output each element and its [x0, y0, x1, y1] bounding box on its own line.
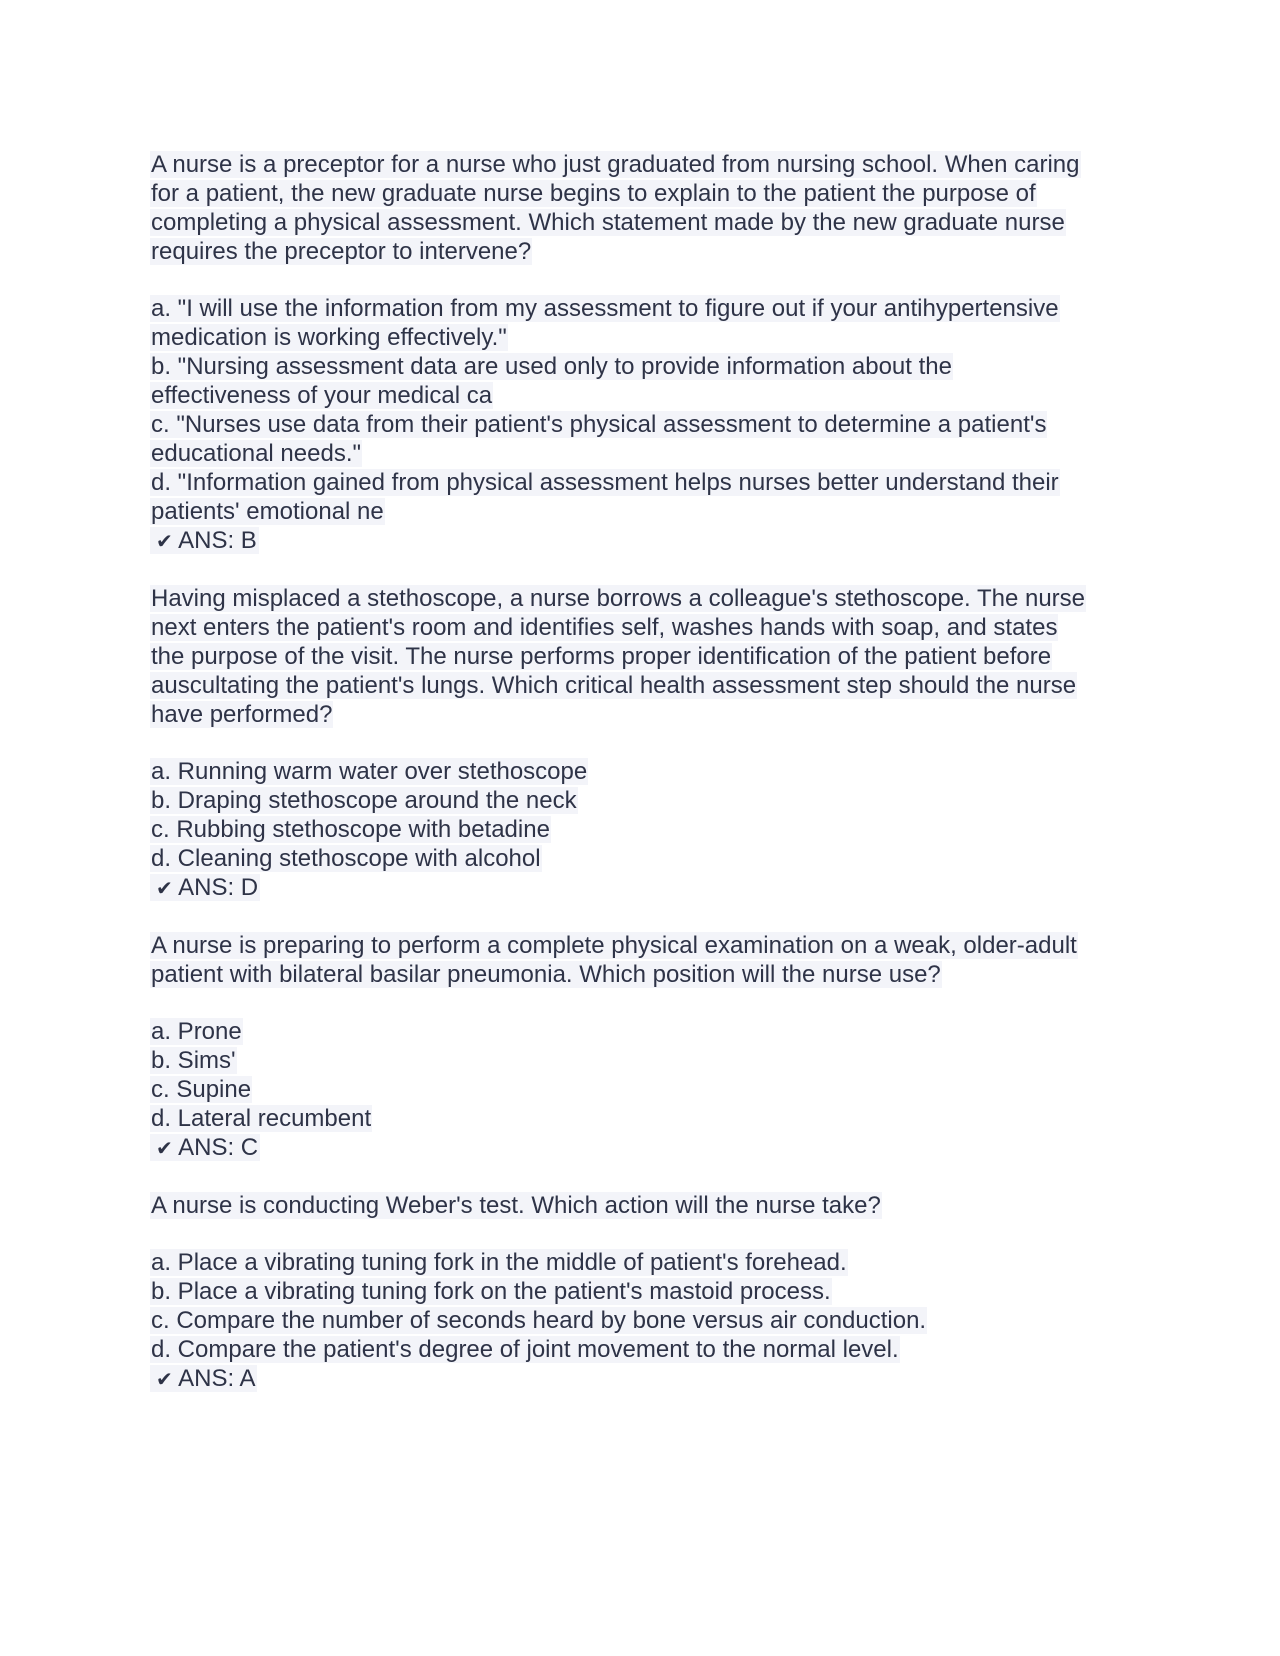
answer-key: [150, 526, 1140, 555]
answer-text: ANS: C: [178, 1134, 259, 1161]
question-line: have performed?: [151, 701, 333, 728]
option-line: c. Compare the number of seconds heard by bone versus air conduction.: [151, 1307, 927, 1334]
answer-key: [150, 873, 1140, 902]
question-line: completing a physical assessment. Which statement made by the new graduate nurse: [151, 209, 1065, 236]
option-line: d. Cleaning stethoscope with alcohol: [151, 845, 541, 872]
option-line: b. Sims': [151, 1047, 236, 1074]
answer-key: [150, 1133, 1140, 1162]
question-line: patient with bilateral basilar pneumonia. Which position will the nurse use?: [151, 961, 941, 988]
question-text: [150, 1191, 1140, 1220]
question-block-2: [150, 584, 1140, 902]
answer-options: [150, 1017, 1140, 1133]
question-line: Having misplaced a stethoscope, a nurse borrows a colleague's stethoscope. The nurse: [151, 585, 1086, 612]
answer-text: ANS: D: [178, 874, 259, 901]
option-line: a. Place a vibrating tuning fork in the middle of patient's forehead.: [151, 1249, 847, 1276]
question-text: [150, 931, 1140, 989]
answer-text: ANS: B: [178, 527, 257, 554]
option-line: educational needs.": [151, 440, 362, 467]
option-line: medication is working effectively.": [151, 324, 507, 351]
checkmark-icon: ✔: [156, 876, 173, 900]
answer-options: [150, 1248, 1140, 1364]
question-block-1: [150, 150, 1140, 555]
checkmark-icon: ✔: [156, 1367, 173, 1391]
option-line: d. Lateral recumbent: [151, 1105, 372, 1132]
question-line: auscultating the patient's lungs. Which critical health assessment step should the nurse: [151, 672, 1077, 699]
option-line: a. Running warm water over stethoscope: [151, 758, 588, 785]
option-line: b. Place a vibrating tuning fork on the patient's mastoid process.: [151, 1278, 831, 1305]
answer-options: [150, 757, 1140, 873]
option-line: a. "I will use the information from my assessment to figure out if your antihypertensive: [151, 295, 1059, 322]
option-line: b. "Nursing assessment data are used only to provide information about the: [151, 353, 952, 380]
question-text: [150, 150, 1140, 266]
question-line: A nurse is conducting Weber's test. Which action will the nurse take?: [151, 1192, 881, 1219]
question-block-3: [150, 931, 1140, 1162]
question-line: for a patient, the new graduate nurse begins to explain to the patient the purpose of: [151, 180, 1036, 207]
answer-text: ANS: A: [178, 1365, 256, 1392]
option-line: d. Compare the patient's degree of joint movement to the normal level.: [151, 1336, 899, 1363]
option-line: a. Prone: [151, 1018, 242, 1045]
question-line: requires the preceptor to intervene?: [151, 238, 532, 265]
option-line: c. "Nurses use data from their patient's physical assessment to determine a patient's: [151, 411, 1047, 438]
question-line: the purpose of the visit. The nurse performs proper identification of the patient before: [151, 643, 1052, 670]
option-line: d. "Information gained from physical assessment helps nurses better understand their: [151, 469, 1059, 496]
checkmark-icon: ✔: [156, 1136, 173, 1160]
question-line: A nurse is preparing to perform a complete physical examination on a weak, older-adult: [151, 932, 1077, 959]
option-line: c. Supine: [151, 1076, 252, 1103]
option-line: patients' emotional ne: [151, 498, 384, 525]
answer-key: [150, 1364, 1140, 1393]
option-line: c. Rubbing stethoscope with betadine: [151, 816, 550, 843]
question-text: [150, 584, 1140, 729]
checkmark-icon: ✔: [156, 529, 173, 553]
option-line: b. Draping stethoscope around the neck: [151, 787, 577, 814]
question-line: A nurse is a preceptor for a nurse who just graduated from nursing school. When caring: [151, 151, 1080, 178]
question-block-4: [150, 1191, 1140, 1393]
answer-options: [150, 294, 1140, 526]
document-page: [150, 150, 1140, 1393]
option-line: effectiveness of your medical ca: [151, 382, 493, 409]
question-line: next enters the patient's room and identifies self, washes hands with soap, and states: [151, 614, 1058, 641]
